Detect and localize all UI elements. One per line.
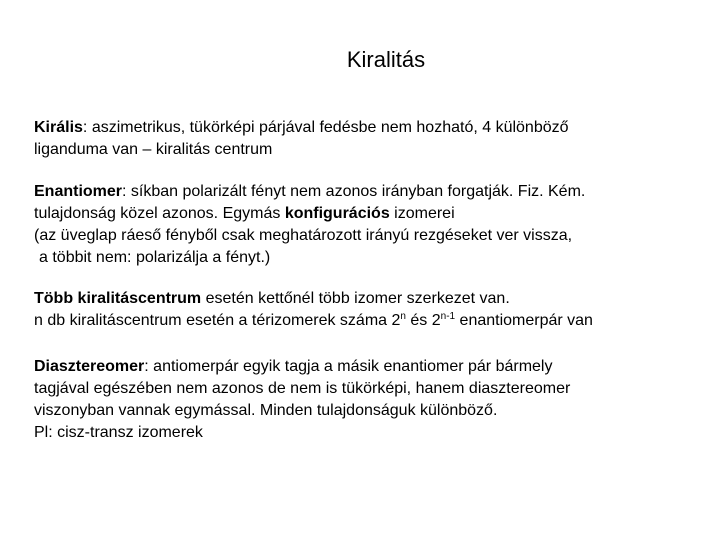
- text-segment: és 2: [405, 312, 441, 329]
- paragraph-line: [34, 203, 704, 225]
- text-segment: n db kiralitáscentrum esetén a térizomerek száma 2: [34, 312, 401, 329]
- paragraph-line: (az üveglap ráeső fényből csak meghatározott irányú rezgéseket ver vissza,: [34, 227, 573, 244]
- text-segment: : antiomerpár egyik tagja a másik enantiomer pár bármely: [144, 358, 553, 375]
- term-tobb-kiralitascentrum: Több kiralitáscentrum: [34, 290, 202, 307]
- term-kiralis: Királis: [34, 119, 83, 136]
- text-segment: enantiomerpár van: [455, 312, 593, 329]
- paragraph-line: tagjával egészében nem azonos de nem is tükörképi, hanem diasztereomer: [34, 380, 571, 397]
- paragraph-enantiomer: [34, 181, 704, 269]
- text-segment: : aszimetrikus, tükörképi párjával fedésbe nem hozható, 4 különböző: [82, 119, 569, 136]
- paragraph-line: a többit nem: polarizálja a fényt.): [39, 249, 271, 266]
- paragraph-line: [34, 181, 704, 203]
- paragraph-kiralis: [34, 117, 704, 161]
- paragraph-line: [34, 117, 704, 139]
- text-segment: : síkban polarizált fényt nem azonos irányban forgatják. Fiz. Kém.: [122, 183, 586, 200]
- text-segment: esetén kettőnél több izomer szerkezet van.: [201, 290, 510, 307]
- paragraph-line: [34, 288, 704, 310]
- term-enantiomer: Enantiomer: [34, 183, 123, 200]
- term-konfiguracios: konfigurációs: [284, 205, 390, 222]
- superscript: n: [400, 311, 406, 322]
- slide-title: Kiralitás: [346, 47, 426, 72]
- text-segment: izomerei: [389, 205, 455, 222]
- paragraph-diasztereomer: [34, 356, 704, 444]
- term-diasztereomer: Diasztereomer: [34, 358, 145, 375]
- superscript: n-1: [440, 311, 456, 322]
- paragraph-line: liganduma van – kiralitás centrum: [34, 141, 273, 158]
- paragraph-line: Pl: cisz-transz izomerek: [34, 424, 203, 441]
- paragraph-kiralitascentrum: [34, 288, 704, 332]
- text-segment: tulajdonság közel azonos. Egymás: [34, 205, 285, 222]
- paragraph-line: [34, 356, 704, 378]
- paragraph-line: viszonyban vannak egymással. Minden tulajdonságuk különböző.: [34, 402, 498, 419]
- paragraph-line: [34, 310, 704, 332]
